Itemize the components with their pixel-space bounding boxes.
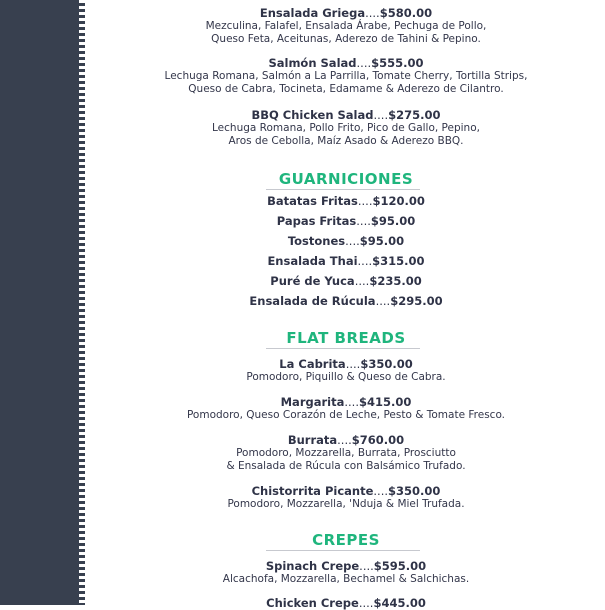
item-description: Queso de Cabra, Tocineta, Edamame & Aderezo de Cilantro. xyxy=(188,83,504,95)
menu-item-pure-de-yuca xyxy=(96,274,596,288)
section-divider xyxy=(266,189,420,190)
item-price: $315.00 xyxy=(372,254,425,268)
menu-item-chistorrita-picante xyxy=(96,484,596,498)
item-dots: .... xyxy=(373,108,389,122)
item-dots: .... xyxy=(357,254,373,268)
item-name: Chicken Crepe xyxy=(266,596,359,610)
item-dots: .... xyxy=(358,596,374,610)
item-description: Queso Feta, Aceitunas, Aderezo de Tahini & Pepino. xyxy=(211,33,481,45)
item-price: $350.00 xyxy=(388,484,441,498)
section-title-flat-breads: FLAT BREADS xyxy=(286,329,406,347)
item-name: Papas Fritas xyxy=(276,214,357,228)
item-name: Ensalada Griega xyxy=(259,6,366,20)
item-dots: .... xyxy=(354,274,370,288)
item-price: $120.00 xyxy=(372,194,425,208)
menu-item-chicken-crepe xyxy=(96,596,596,610)
item-description: Mezculina, Falafel, Ensalada Árabe, Pechuga de Pollo, xyxy=(205,20,487,32)
item-dots: .... xyxy=(344,395,359,409)
item-name: Puré de Yuca xyxy=(270,274,355,288)
item-description: & Ensalada de Rúcula con Balsámico Trufado. xyxy=(226,460,466,472)
item-name: Burrata xyxy=(287,433,338,447)
item-name: Ensalada Thai xyxy=(267,254,358,268)
item-description: Pomodoro, Piquillo & Queso de Cabra. xyxy=(246,371,446,383)
item-name: Ensalada de Rúcula xyxy=(249,294,376,308)
item-price: $95.00 xyxy=(370,214,416,228)
item-description: Lechuga Romana, Pollo Frito, Pico de Gallo, Pepino, xyxy=(212,122,480,134)
menu-item-papas-fritas xyxy=(96,214,596,228)
section-divider xyxy=(266,550,420,551)
item-price: $445.00 xyxy=(373,596,426,610)
item-price: $555.00 xyxy=(371,56,424,70)
item-price: $295.00 xyxy=(390,294,443,308)
item-dots: .... xyxy=(356,56,372,70)
item-description: Pomodoro, Queso Corazón de Leche, Pesto & Tomate Fresco. xyxy=(186,409,506,421)
menu-item-ensalada-thai xyxy=(96,254,596,268)
item-price: $760.00 xyxy=(351,433,405,447)
item-name: Tostones xyxy=(287,234,346,248)
item-description: Lechuga Romana, Salmón a La Parrilla, Tomate Cherry, Tortilla Strips, xyxy=(164,70,528,82)
item-description: Pomodoro, Mozzarella, Burrata, Prosciutto xyxy=(236,447,456,459)
item-price: $580.00 xyxy=(379,6,433,20)
section-divider xyxy=(266,348,420,349)
item-dots: .... xyxy=(365,6,380,20)
item-name: La Cabrita xyxy=(279,357,346,371)
item-name: Salmón Salad xyxy=(268,56,357,70)
item-price: $235.00 xyxy=(369,274,422,288)
menu-item-batatas-fritas xyxy=(96,194,596,208)
item-dots: .... xyxy=(345,234,360,248)
menu-item-bbq-chicken-salad xyxy=(96,108,596,122)
item-name: Spinach Crepe xyxy=(265,559,360,573)
menu-item-ensalada-de-rucula xyxy=(96,294,596,308)
item-dots: .... xyxy=(375,294,391,308)
menu-item-tostones xyxy=(96,234,596,248)
menu-item-salmon-salad xyxy=(96,56,596,70)
item-price: $275.00 xyxy=(388,108,441,122)
item-price: $95.00 xyxy=(359,234,405,248)
menu-item-burrata xyxy=(96,433,596,447)
item-price: $350.00 xyxy=(360,357,413,371)
menu-item-la-cabrita xyxy=(96,357,596,371)
item-dots: .... xyxy=(337,433,352,447)
item-description: Aros de Cebolla, Maíz Asado & Aderezo BBQ. xyxy=(228,135,464,147)
item-dots: .... xyxy=(359,559,374,573)
section-title-guarniciones: GUARNICIONES xyxy=(278,170,414,188)
stitched-border xyxy=(79,0,85,605)
item-description: Pomodoro, Mozzarella, 'Nduja & Miel Trufada. xyxy=(227,498,465,510)
item-price: $595.00 xyxy=(373,559,427,573)
section-title-crepes: CREPES xyxy=(312,531,380,549)
item-dots: .... xyxy=(356,214,371,228)
item-name: BBQ Chicken Salad xyxy=(251,108,374,122)
menu-item-ensalada-griega xyxy=(96,6,596,20)
menu-item-spinach-crepe xyxy=(96,559,596,573)
item-name: Batatas Fritas xyxy=(267,194,358,208)
item-dots: .... xyxy=(345,357,361,371)
item-price: $415.00 xyxy=(358,395,412,409)
menu-page xyxy=(96,0,596,610)
item-name: Chistorrita Picante xyxy=(251,484,374,498)
sidebar-stripe xyxy=(0,0,80,605)
item-dots: .... xyxy=(357,194,373,208)
item-description: Alcachofa, Mozzarella, Bechamel & Salchichas. xyxy=(222,573,470,585)
item-dots: .... xyxy=(373,484,389,498)
menu-item-margarita xyxy=(96,395,596,409)
item-name: Margarita xyxy=(280,395,345,409)
